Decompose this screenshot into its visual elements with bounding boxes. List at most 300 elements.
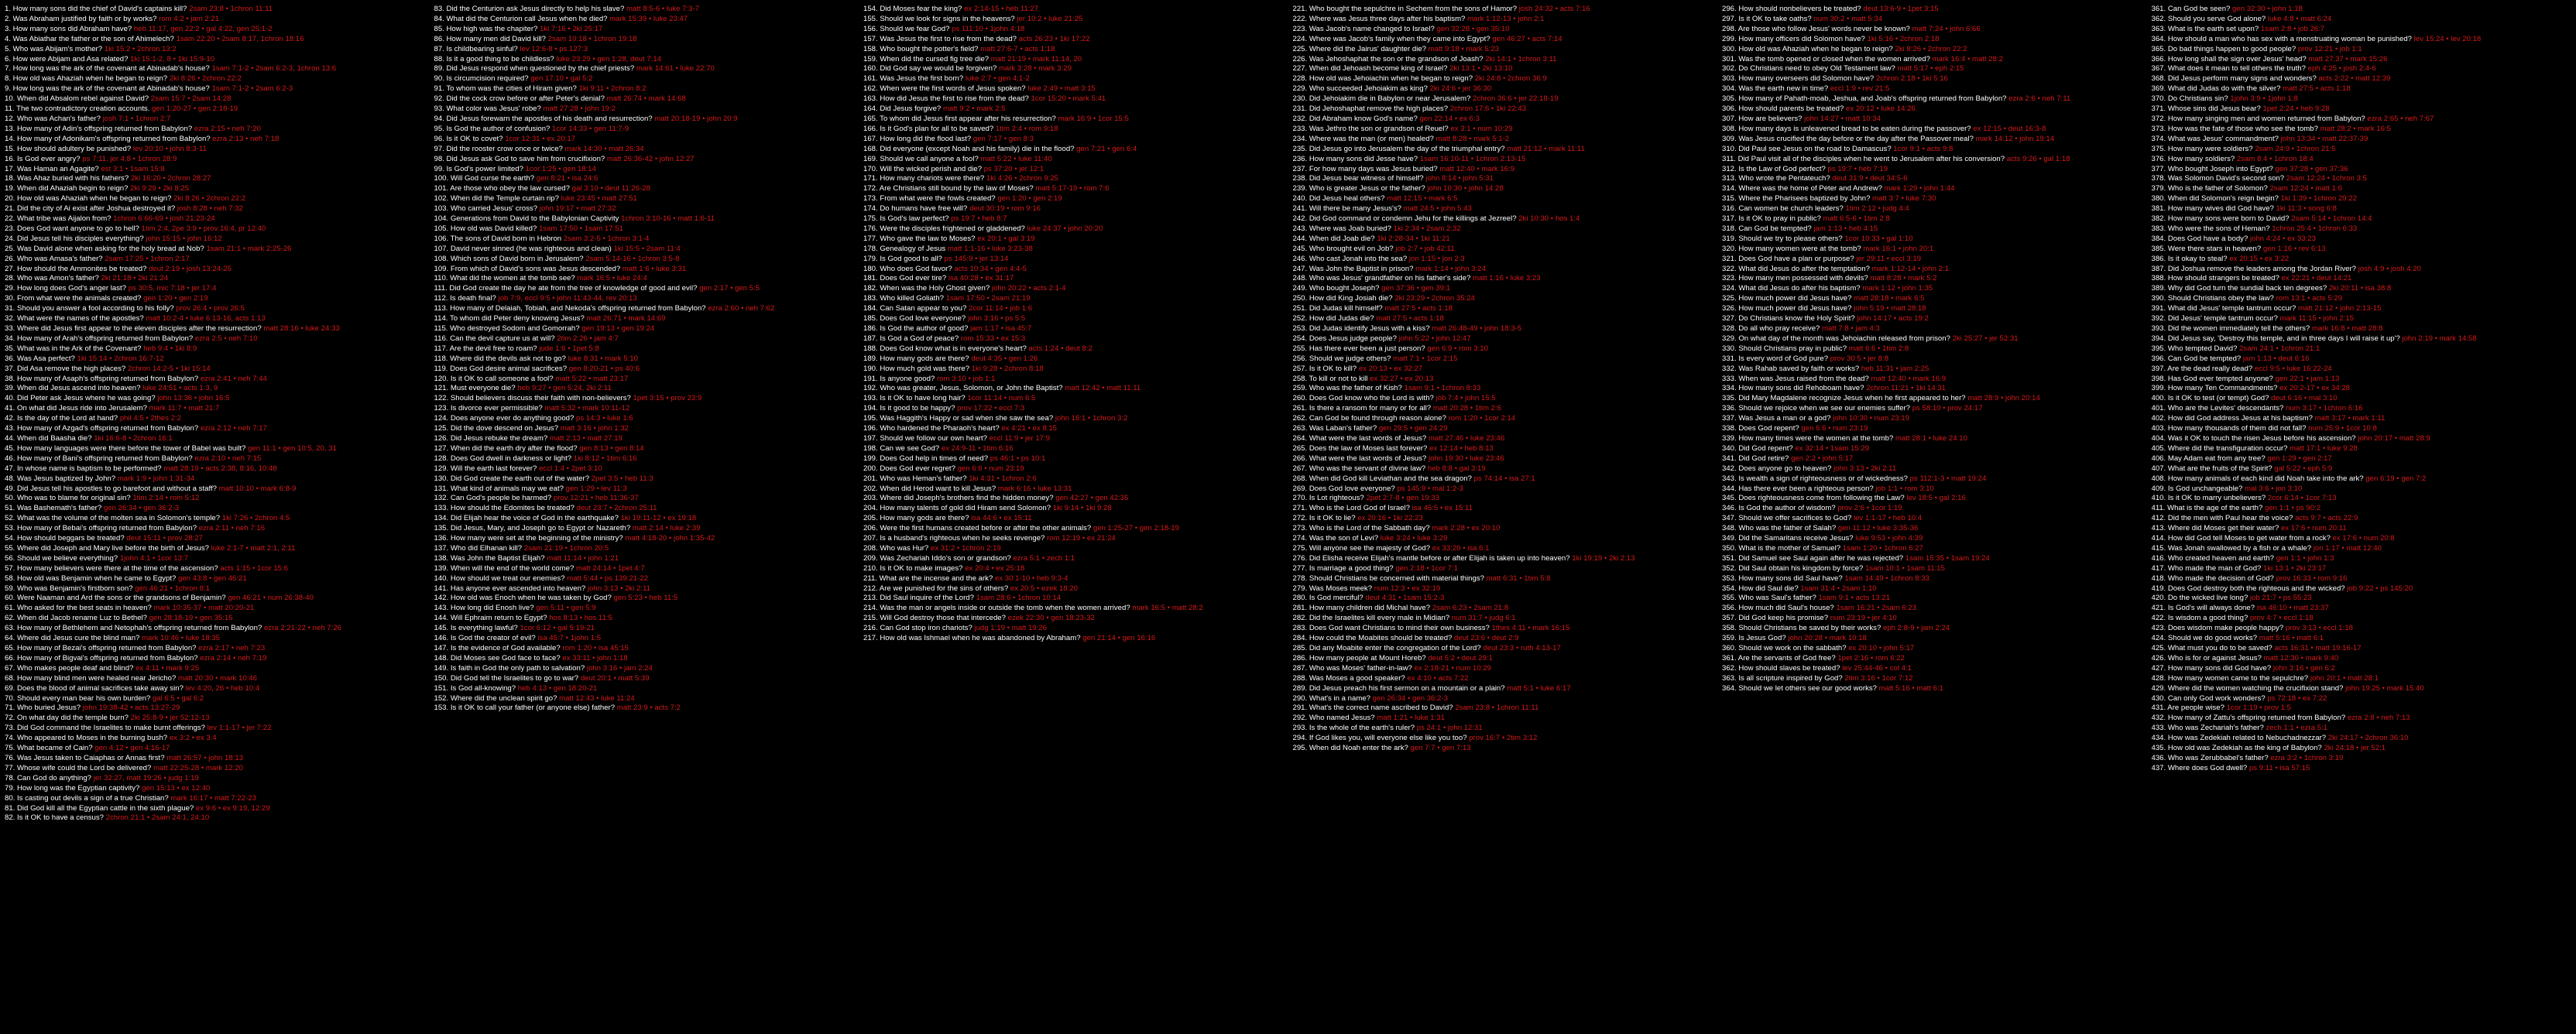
question-item	[434, 564, 856, 573]
question-item	[863, 394, 1285, 402]
question-text: 270. Is Lot righteous?	[1292, 494, 1367, 503]
question-text: 330. Should Christians pray in public?	[1722, 344, 1849, 353]
verse-references: 2sam 17:25 • 1chron 2:17	[105, 254, 190, 263]
question-text: 390. Should Christians obey the law?	[2151, 294, 2276, 303]
question-text: 132. Can God's people be harmed?	[434, 494, 554, 503]
verse-references: deut 6:16 • mal 3:10	[2271, 394, 2338, 403]
question-item	[434, 544, 856, 553]
question-text: 83. Did the Centurion ask Jesus directly to help his slave?	[434, 5, 627, 13]
verse-references: acts 26:23 • 1ki 17:22	[1018, 34, 1090, 43]
question-item	[1722, 375, 2144, 383]
question-item	[5, 794, 427, 803]
question-item	[434, 464, 856, 473]
question-text: 304. Was the earth new in time?	[1722, 84, 1830, 94]
question-item	[2152, 365, 2574, 373]
question-item	[434, 484, 856, 493]
verse-references: ex 31:2 • 1chron 2:19	[930, 543, 1001, 553]
question-text: 167. How long did the flood last?	[863, 134, 973, 143]
question-item	[434, 604, 856, 612]
verse-references: 1cor 12:31 • ex 20:17	[505, 134, 576, 143]
question-text: 426. Who is for or against Jesus?	[2151, 653, 2264, 663]
question-text: 49. Did Jesus tell his apostles to go barefoot and without a staff?	[5, 484, 219, 493]
question-text: 114. To whom did Peter deny knowing Jesus?	[434, 314, 587, 324]
question-text: 428. How many women came to the sepulchre?	[2151, 673, 2310, 683]
verse-references: mark 16:4 • matt 28:2	[1932, 54, 2003, 63]
question-text: 170. Will the wicked perish and die?	[863, 164, 984, 173]
question-item	[863, 184, 1285, 193]
question-item	[5, 184, 427, 193]
question-item	[5, 274, 427, 282]
question-text: 125. Did the dove descend on Jesus?	[434, 424, 561, 433]
question-item	[5, 704, 427, 712]
question-text: 80. Is casting out devils a sign of a true Christian?	[5, 793, 171, 803]
verse-references: isa 44:6 • ex 15:11	[971, 514, 1032, 523]
question-text: 321. Does God have a plan or purpose?	[1722, 254, 1857, 263]
question-text: 53. How many of Bebai's offspring returned from Babylon?	[5, 524, 199, 533]
verse-references: matt 21:19 • mark 11:14, 20	[990, 54, 1082, 63]
verse-references: ezra 2:12 • neh 7:17	[200, 424, 267, 433]
question-item	[1722, 484, 2144, 493]
question-text: 398. Has God ever tempted anyone?	[2151, 374, 2276, 383]
question-text: 89. Did Jesus respond when questioned by the chief priests?	[434, 64, 636, 74]
question-item	[863, 564, 1285, 573]
question-text: 197. Should we follow our own heart?	[863, 433, 990, 443]
verse-references: gen 37:36 • gen 39:1	[1381, 284, 1450, 293]
question-item	[2152, 165, 2574, 173]
question-item	[1722, 45, 2144, 53]
question-item	[2152, 734, 2574, 742]
verse-references: deut 5:2 • deut 29:1	[1428, 653, 1493, 663]
question-item	[1722, 135, 2144, 143]
question-text: 275. Will anyone see the majesty of God?	[1292, 543, 1432, 553]
verse-references: ex 24:9-11 • 1tim 6:16	[941, 443, 1014, 453]
question-text: 345. Does righteousness come from following the Law?	[1722, 494, 1907, 503]
verse-references: gen 46:27 • acts 7:14	[1492, 34, 1562, 43]
question-text: 70. Should every man bear his own burden?	[5, 693, 153, 703]
question-item	[434, 514, 856, 522]
verse-references: 1sam 28:6 • 1chron 10:14	[976, 594, 1062, 603]
question-item	[863, 334, 1285, 343]
question-text: 195. Was Haggith's Happy or sad when she saw the sea?	[863, 414, 1055, 423]
question-text: 292. Who named Jesus?	[1292, 714, 1377, 723]
question-item	[434, 284, 856, 293]
verse-references: john 10:30 • john 14:28	[1427, 184, 1504, 193]
verse-references: john 13:36 • john 16:5	[157, 394, 230, 403]
question-text: 3. How many sons did Abraham have?	[5, 24, 134, 33]
question-item	[1722, 194, 2144, 203]
verse-references: mal 3:6 • jon 3:10	[2245, 484, 2303, 493]
verse-references: 2ki 23:29 • 2chron 35:24	[1394, 294, 1475, 303]
verse-references: mark 16:1 • john 20:1	[1863, 244, 1934, 253]
question-item	[863, 434, 1285, 443]
question-item	[1293, 564, 1715, 573]
question-item	[434, 214, 856, 223]
question-item	[5, 474, 427, 483]
verse-references: ezra 2:21-22 • neh 7:26	[263, 624, 341, 633]
question-text: 259. Who was the father of Kish?	[1292, 384, 1405, 393]
question-text: 45. How many languages were there before the tower of Babel was built?	[5, 443, 249, 453]
question-item	[5, 384, 427, 392]
verse-references: luke 4:8 • matt 6:24	[2267, 14, 2332, 23]
question-item	[1722, 394, 2144, 402]
verse-references: lev 4:20, 26 • heb 10:4	[185, 683, 260, 693]
verse-references: matt 28:9 • john 20:14	[1967, 394, 2040, 403]
verse-references: matt 1:16 • luke 3:23	[1472, 274, 1541, 283]
question-item	[1293, 604, 1715, 612]
question-item	[2152, 294, 2574, 303]
question-item	[434, 174, 856, 183]
question-text: 307. How are believers?	[1722, 114, 1805, 123]
verse-references: 1sam 1:20 • 1chron 6:27	[1842, 543, 1923, 553]
question-text: 206. Were the first humans created before or after the other animals?	[863, 524, 1093, 533]
question-text: 54. How should beggars be treated?	[5, 534, 127, 543]
question-item	[1722, 384, 2144, 392]
verse-references: mark 16:17 • matt 7:22-23	[170, 793, 256, 803]
question-item	[863, 284, 1285, 293]
verse-references: 1tim 2:12 • judg 4:4	[1845, 204, 1909, 214]
verse-references: matt 27:5 • acts 1:18	[2283, 84, 2351, 94]
question-item	[1293, 524, 1715, 532]
question-item	[2152, 245, 2574, 253]
question-text: 13. How many of Adin's offspring returned from Babylon?	[5, 124, 194, 133]
question-item	[2152, 125, 2574, 133]
verse-references: 2cor 11:14 • job 1:6	[969, 304, 1033, 313]
verse-references: prov 16:33 • rom 9:16	[2276, 573, 2348, 583]
question-item	[1293, 45, 1715, 53]
question-text: 410. Is it OK to marry unbelievers?	[2151, 494, 2268, 503]
question-text: 60. Were Naaman and Ard the sons or the grandsons of Benjamin?	[5, 594, 228, 603]
question-text: 10. When did Absalom rebel against David?	[5, 94, 151, 104]
verse-references: ps 74:14 • isa 27:1	[1473, 474, 1535, 483]
question-text: 227. When did Jehoash become king of Israel?	[1292, 64, 1450, 74]
verse-references: ex 2:18-21 • num 10:29	[1414, 663, 1491, 673]
question-text: 403. How many thousands of them did not fall?	[2151, 424, 2309, 433]
question-item	[5, 25, 427, 33]
question-text: 274. Was the son of Levi?	[1292, 534, 1381, 543]
question-text: 314. Where was the home of Peter and Andrew?	[1722, 184, 1885, 193]
verse-references: 2sam 15:7 • 2sam 14:28	[150, 94, 232, 104]
verse-references: matt 7:8 • jam 4:3	[1822, 324, 1880, 333]
question-text: 349. Did the Samaritans receive Jesus?	[1722, 534, 1856, 543]
question-item	[1293, 35, 1715, 43]
verse-references: 2ki 9:29 • 2ki 8:25	[130, 184, 190, 193]
verse-references: luke 3:24 • luke 3:29	[1380, 534, 1448, 543]
question-text: 236. How many sons did Jesse have?	[1292, 154, 1420, 163]
verse-references: 1cor 11:14 • num 6:5	[967, 394, 1036, 403]
question-text: 66. How many of Bigvai's offspring returned from Babylon?	[5, 653, 201, 663]
question-text: 156. Should we fear God?	[863, 24, 952, 33]
question-item	[2152, 684, 2574, 693]
question-item	[5, 614, 427, 622]
verse-references: job 7:9, eccl 9:5 • john 11:43-44, rev 20:13	[498, 294, 637, 303]
question-text: 31. Should you answer a fool according to his folly?	[5, 304, 177, 313]
verse-references: 1sam 14:49 • 1chron 8:33	[1844, 573, 1929, 583]
question-item	[863, 274, 1285, 282]
question-text: 435. How old was Zedekiah as the king of Babylon?	[2151, 744, 2324, 753]
question-text: 81. Did God kill all the Egyptian cattle in the sixth plague?	[5, 803, 196, 813]
question-text: 121. Must everyone die?	[434, 384, 518, 393]
verse-references: 2chron 17:6 • 1ki 22:43	[1449, 104, 1527, 114]
question-text: 361. Are the servants of God free?	[1722, 653, 1838, 663]
question-text: 223. Was Jacob's name changed to Israel?	[1292, 24, 1437, 33]
verse-references: 1pet 2:24 • heb 9:28	[2262, 104, 2330, 114]
verse-references: 1ki 2:34 • 2sam 2:32	[1393, 224, 1461, 233]
question-text: 181. Does God ever tire?	[863, 274, 948, 283]
question-text: 308. How many days is unleavened bread to be eaten during the passover?	[1722, 124, 1974, 133]
question-item	[2152, 434, 2574, 443]
verse-references: matt 5:17-19 • rom 7:6	[1035, 184, 1110, 193]
verse-references: mark 10:35-37 • matt 20:20-21	[153, 604, 255, 613]
question-item	[1722, 604, 2144, 612]
question-item	[1722, 444, 2144, 453]
verse-references: john 8:14 • john 5:31	[1425, 174, 1494, 183]
question-item	[434, 684, 856, 693]
verse-references: 1tim 2:4, 2pe 3:9 • prov 16:4, pr 12:40	[141, 224, 266, 233]
question-text: 213. Did Saul inquire of the Lord?	[863, 594, 976, 603]
verse-references: ex 17:6 • num 20:8	[2332, 534, 2395, 543]
question-item	[2152, 454, 2574, 463]
question-text: 244. When did Joab die?	[1292, 234, 1377, 243]
question-item	[434, 354, 856, 363]
question-item	[5, 375, 427, 383]
question-item	[5, 404, 427, 413]
verse-references: lev 12:6-8 • ps 127:3	[520, 44, 588, 53]
verse-references: matt 5:16 • matt 6:1	[2259, 634, 2324, 643]
verse-references: 2chron 21:1 • 2sam 24:1, 24:10	[105, 813, 210, 823]
question-item	[2152, 55, 2574, 63]
verse-references: gen 43:8 • gen 46:21	[177, 573, 247, 583]
question-item	[2152, 494, 2574, 502]
question-item	[5, 574, 427, 583]
question-text: 311. Did Paul visit all of the disciples when he went to Jerusalem after his conversion?	[1722, 154, 2007, 163]
question-text: 190. How much gold was there?	[863, 364, 972, 373]
question-text: 293. Is the whole of the earth's ruler?	[1292, 724, 1417, 733]
question-text: 106. The sons of David born in Hebron	[434, 234, 564, 243]
question-item	[434, 324, 856, 333]
verse-references: 1sam 21:1 • mark 2:25-26	[206, 244, 292, 253]
question-text: 36. Was Asa perfect?	[5, 354, 77, 363]
question-text: 413. Where did Moses get their water?	[2151, 524, 2281, 533]
verse-references: 1cor 14:33 • gen 11:7-9	[552, 124, 629, 133]
question-item	[434, 115, 856, 123]
question-text: 430. Can only God work wonders?	[2151, 693, 2268, 703]
question-item	[863, 544, 1285, 553]
question-text: 415. Was Jonah swallowed by a fish or a whale?	[2151, 543, 2314, 553]
question-text: 180. Who does God favor?	[863, 264, 955, 273]
verse-references: jam 1:13 • heb 4:15	[1813, 224, 1878, 233]
verse-references: 1pet 2:16 • rom 6:22	[1837, 653, 1905, 663]
question-item	[1722, 365, 2144, 373]
question-item	[2152, 614, 2574, 622]
verse-references: job 1:1 • rom 3:10	[1875, 484, 1934, 493]
question-item	[863, 604, 1285, 612]
verse-references: 1chron 6:66-69 • josh 21:23-24	[113, 214, 215, 224]
question-text: 232. Did Abraham know God's name?	[1292, 114, 1420, 123]
question-item	[1722, 654, 2144, 663]
question-item	[5, 94, 427, 103]
question-text: 368. Did Jesus perform many signs and wonders?	[2151, 74, 2319, 84]
question-item	[1293, 444, 1715, 453]
question-text: 278. Should Christians be concerned with material things?	[1292, 573, 1487, 583]
question-text: 73. Did God command the Israelites to make burnt offerings?	[5, 724, 208, 733]
question-item	[434, 674, 856, 683]
question-text: 162. When were the first words of Jesus spoken?	[863, 84, 1028, 94]
question-text: 171. How many chariots were there?	[863, 174, 986, 183]
question-item	[5, 604, 427, 612]
question-item	[1722, 404, 2144, 413]
question-column-4	[1288, 0, 1718, 1034]
question-text: 168. Did everyone (except Noah and his family) die in the flood?	[863, 144, 1077, 153]
verse-references: 1ki 7:16 • 2ki 25:17	[540, 24, 603, 33]
question-item	[863, 514, 1285, 522]
question-item	[1293, 314, 1715, 323]
question-text: 291. What's the correct name ascribed to David?	[1292, 704, 1456, 713]
question-item	[434, 624, 856, 632]
question-text: 312. Is the Law of God perfect?	[1722, 164, 1828, 173]
question-item	[2152, 255, 2574, 263]
question-text: 255. Has there ever been a just person?	[1292, 344, 1428, 353]
question-text: 414. How did God tell Moses to get water from a rock?	[2151, 534, 2333, 543]
verse-references: ps 46:1 • ps 10:1	[990, 454, 1046, 463]
verse-references: ex 20:16 • 1ki 22:23	[1357, 514, 1423, 523]
question-text: 77. Whose wife could the Lord be delivered?	[5, 763, 153, 772]
question-text: 138. Was John the Baptist Elijah?	[434, 553, 547, 563]
question-item	[5, 165, 427, 173]
question-item	[1722, 674, 2144, 683]
verse-references: lev 25:44-46 • col 4:1	[1842, 663, 1912, 673]
question-text: 260. Does God know who the Lord is with?	[1292, 394, 1436, 403]
verse-references: 1sam 22:20 • 2sam 8:17, 1chron 18:16	[176, 34, 304, 43]
question-item	[1293, 284, 1715, 293]
question-item	[863, 474, 1285, 483]
verse-references: john 3:13 • 2ki 2:11	[1833, 464, 1897, 473]
question-item	[2152, 574, 2574, 583]
question-item	[1293, 115, 1715, 123]
question-item	[1293, 624, 1715, 632]
verse-references: mark 16:9 • 1cor 15:5	[1058, 114, 1129, 123]
verse-references: gen 7:21 • gen 6:4	[1076, 144, 1137, 153]
verse-references: 1sam 17:50 • 1sam 17:51	[538, 224, 623, 233]
verse-references: ex 20:15 • ex 3:22	[2229, 254, 2290, 263]
question-text: 118. Where did the devils ask not to go?	[434, 354, 568, 363]
question-text: 388. How should strangers be treated?	[2151, 274, 2282, 283]
verse-references: matt 9:2 • mark 2:5	[942, 104, 1006, 114]
verse-references: deut 20:1 • matt 5:39	[580, 673, 650, 683]
question-item	[1293, 184, 1715, 193]
question-item	[434, 434, 856, 443]
question-item	[2152, 674, 2574, 683]
question-item	[5, 194, 427, 203]
question-text: 57. How many believers were there at the time of the ascension?	[5, 563, 221, 573]
question-item	[1293, 484, 1715, 493]
question-text: 82. Is it OK to have a census?	[5, 813, 106, 823]
verse-references: deut 4:31 • 1sam 15:2-3	[1365, 594, 1445, 603]
question-item	[5, 584, 427, 593]
question-text: 375. How many were soldiers?	[2151, 144, 2255, 153]
verse-references: 2ki 24:17 • 2chron 36:10	[2327, 734, 2409, 743]
verse-references: 1sam 7:1-2 • 2sam 6:2-3	[211, 84, 293, 94]
verse-references: gen 1:25-27 • gen 2:18-19	[1092, 524, 1179, 533]
verse-references: ex 33:20 • isa 6:1	[1432, 543, 1490, 553]
verse-references: ps 145:9 • jer 13:14	[944, 254, 1009, 263]
verse-references: matt 20:18-19 • john 20:9	[654, 114, 738, 123]
verse-references: 1ki 1:39 • 1chron 29:22	[2280, 194, 2357, 204]
question-item	[5, 334, 427, 343]
question-text: 316. Can women be church leaders?	[1722, 204, 1846, 214]
question-text: 120. Is it OK to call someone a fool?	[434, 374, 556, 383]
question-text: 22. What tribe was Aijalon from?	[5, 214, 114, 224]
question-item	[2152, 284, 2574, 293]
question-text: 284. How could the Moabites should be treated?	[1292, 634, 1455, 643]
question-text: 38. How many of Asaph's offspring returned from Babylon?	[5, 374, 201, 383]
question-text: 249. Who bought Joseph?	[1292, 284, 1382, 293]
question-text: 416. Who created heaven and earth?	[2151, 553, 2276, 563]
question-item	[863, 94, 1285, 103]
question-text: 15. How should adultery be punished?	[5, 144, 133, 153]
question-text: 154. Did Moses fear the king?	[863, 5, 965, 13]
verse-references: gen 22:1 • jam 1:13	[2275, 374, 2340, 383]
question-item	[2152, 5, 2574, 13]
question-item	[2152, 155, 2574, 163]
question-item	[434, 274, 856, 282]
verse-references: matt 26:71 • mark 14:69	[586, 314, 666, 324]
question-item	[863, 584, 1285, 593]
question-text: 18. Was Ahaz buried with his fathers?	[5, 174, 131, 183]
question-column-6	[2147, 0, 2576, 1034]
question-item	[5, 15, 427, 23]
question-text: 12. Who was Achan's father?	[5, 114, 103, 123]
question-text: 437. Where does God dwell?	[2151, 763, 2249, 772]
verse-references: gen 1:1 • john 1:3	[2276, 553, 2334, 563]
question-item	[2152, 265, 2574, 273]
question-item	[2152, 654, 2574, 663]
question-item	[1722, 214, 2144, 223]
question-item	[1293, 544, 1715, 553]
question-text: 404. Was it OK to touch the risen Jesus before his ascension?	[2151, 433, 2358, 443]
question-item	[434, 334, 856, 343]
question-item	[1722, 235, 2144, 243]
verse-references: matt 3:17 • mark 1:11	[2314, 414, 2386, 423]
question-text: 144. Will Ephraim return to Egypt?	[434, 614, 550, 623]
verse-references: ps 9:11 • isa 57:15	[2248, 763, 2310, 772]
question-text: 334. How many sons did Rehoboam have?	[1722, 384, 1867, 393]
question-text: 185. Does God love everyone?	[863, 314, 968, 324]
question-item	[1293, 594, 1715, 602]
verse-references: rom 13:1 • acts 5:29	[2276, 294, 2343, 303]
question-item	[2152, 64, 2574, 73]
verse-references: ex 4:21 • ex 8:15	[1001, 424, 1058, 433]
question-item	[434, 235, 856, 243]
question-text: 76. Was Jesus taken to Caiaphas or Annas first?	[5, 753, 167, 762]
verse-references: mark 1:9 • john 1:31-34	[117, 474, 195, 483]
verse-references: ezra 2:5 • neh 7:10	[194, 334, 258, 343]
question-text: 258. To kill or not to kill	[1292, 374, 1370, 383]
question-item	[863, 454, 1285, 463]
question-item	[863, 214, 1285, 223]
verse-references: matt 20:28 • 1tim 2:6	[1432, 404, 1501, 413]
verse-references: prov 12:21 • heb 11:36-37	[553, 494, 639, 503]
question-text: 382. How many sons were born to David?	[2151, 214, 2292, 224]
question-item	[1293, 704, 1715, 712]
question-item	[863, 15, 1285, 23]
question-item	[863, 235, 1285, 243]
question-text: 407. What are the fruits of the Spirit?	[2151, 464, 2275, 473]
question-item	[1293, 294, 1715, 303]
verse-references: eccl 1:9 • rev 21:5	[1830, 84, 1890, 94]
verse-references: est 3:1 • 1sam 15:8	[101, 164, 165, 173]
verse-references: josh 24:32 • acts 7:16	[1518, 5, 1590, 13]
verse-references: 2ki 10:30 • hos 1:4	[1518, 214, 1580, 224]
